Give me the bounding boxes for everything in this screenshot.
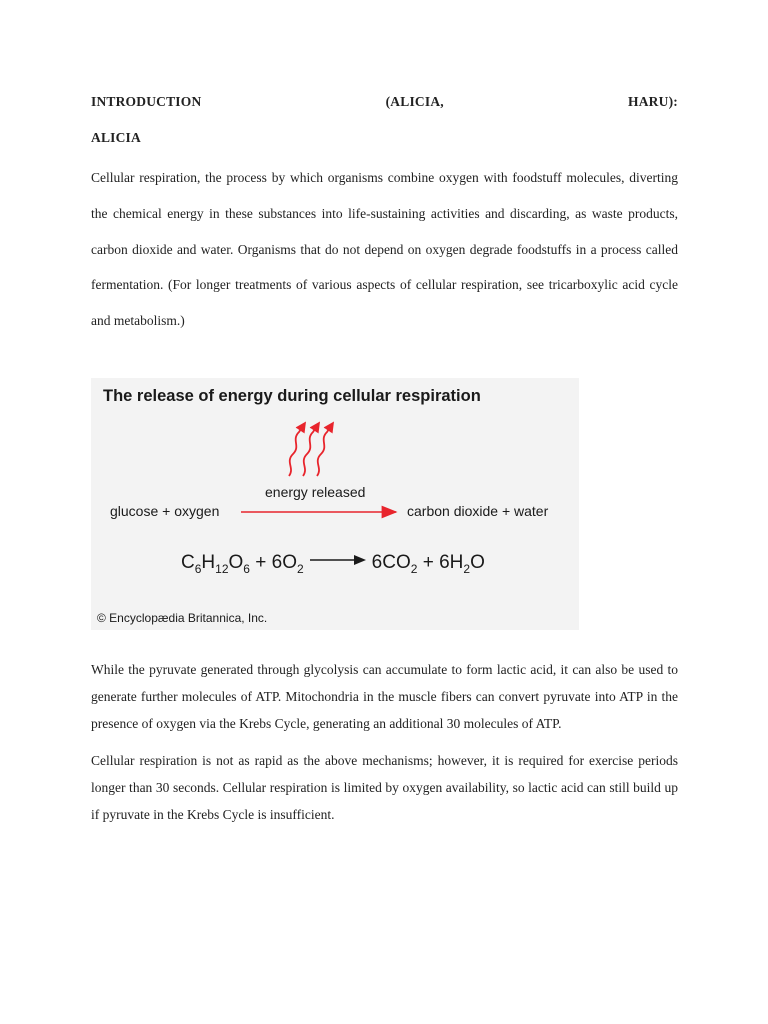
heading-part-haru: HARU): bbox=[628, 94, 678, 109]
equation-arrow-icon bbox=[310, 555, 366, 565]
reactants-label: glucose + oxygen bbox=[110, 503, 220, 519]
eq-plus-oxygen: + 6O bbox=[249, 552, 297, 573]
eq-carbon: C bbox=[181, 552, 195, 573]
energy-released-label: energy released bbox=[265, 484, 366, 500]
heading-part-alicia: (ALICIA, bbox=[385, 94, 444, 109]
eq-oxygen-sub: 6 bbox=[243, 561, 250, 576]
paragraph-limits: Cellular respiration is not as rapid as the above mechanisms; however, it is required for exercise periods longer than 30 seconds. Cellular respiration is limited by oxygen availability, so lactic acid can still build up if pyruvate in the Krebs Cycle is insufficient. bbox=[91, 753, 678, 822]
eq-co2-sub: 2 bbox=[410, 561, 418, 576]
eq-water-sub: 2 bbox=[463, 561, 471, 576]
heading-part-introduction: INTRODUCTION bbox=[91, 94, 202, 109]
paragraph-cellular-respiration: Cellular respiration, the process by which organisms combine oxygen with foodstuff molecules, diverting the chemical energy in these substances into life-sustaining activities and discarding, as waste products, carbon dioxide and water. Organisms that do not depend on oxygen degrade foodstuffs in a process called fermentation. (For longer treatments of various aspects of cellular respiration, see tricarboxylic acid cycle and metabolism.) bbox=[91, 170, 678, 329]
section-heading bbox=[91, 92, 678, 112]
chemical-equation bbox=[181, 552, 485, 576]
figure-title: The release of energy during cellular respiration bbox=[103, 387, 481, 405]
subheading-alicia: ALICIA bbox=[91, 130, 141, 145]
respiration-figure bbox=[91, 378, 579, 630]
eq-carbon-sub: 6 bbox=[194, 561, 202, 576]
eq-oxygen: O bbox=[228, 552, 244, 573]
products-label: carbon dioxide + water bbox=[407, 503, 549, 519]
figure-credit: © Encyclopædia Britannica, Inc. bbox=[97, 611, 268, 625]
paragraph-pyruvate: While the pyruvate generated through glycolysis can accumulate to form lactic acid, it can also be used to generate further molecules of ATP. Mitochondria in the muscle fibers can convert pyruvate into ATP in the presence of oxygen via the Krebs Cycle, generating an additional 30 molecules of ATP. bbox=[91, 662, 678, 731]
eq-water-end: O bbox=[470, 552, 485, 573]
document-body-continued bbox=[91, 656, 678, 828]
eq-plus-water: + 6H bbox=[417, 552, 464, 573]
document-body bbox=[91, 92, 678, 339]
eq-co2: 6CO bbox=[371, 552, 411, 573]
eq-hydrogen: H bbox=[201, 552, 216, 573]
eq-hydrogen-sub: 12 bbox=[215, 561, 229, 576]
eq-oxygen2-sub: 2 bbox=[296, 561, 304, 576]
